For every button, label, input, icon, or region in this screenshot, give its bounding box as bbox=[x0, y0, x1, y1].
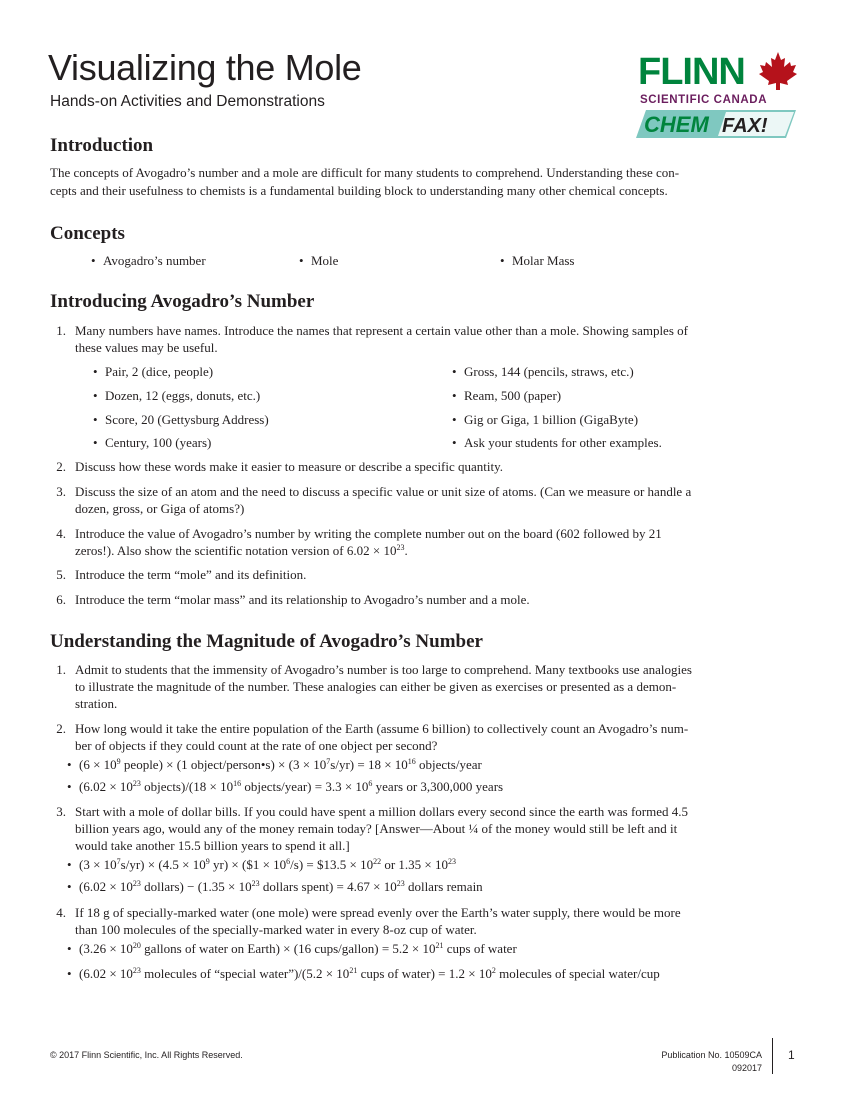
number-name-item: • Dozen, 12 (eggs, donuts, etc.) bbox=[105, 387, 260, 404]
concept-item: • Mole bbox=[311, 252, 338, 269]
magnitude-step-1-line-2: to illustrate the magnitude of the number. These analogies can either be given as exercises or presented as a demon- bbox=[75, 679, 677, 694]
step-number: 3. bbox=[56, 484, 66, 499]
introducing-step-4-line-1: Introduce the value of Avogadro’s number by writing the complete number out on the board (602 followed by 21 bbox=[75, 526, 662, 541]
magnitude-step-2-line-2: ber of objects if they could count at the rate of one object per second? bbox=[75, 738, 438, 753]
number-name-item: • Ask your students for other examples. bbox=[464, 434, 662, 451]
step-number: 5. bbox=[56, 567, 66, 582]
introduction-line-1: The concepts of Avogadro’s number and a mole are difficult for many students to comprehend. Understanding these con- bbox=[50, 165, 680, 180]
maple-leaf-icon bbox=[759, 52, 797, 90]
footer-copyright: © 2017 Flinn Scientific, Inc. All Rights Reserved. bbox=[50, 1050, 243, 1060]
number-name-item: • Score, 20 (Gettysburg Address) bbox=[105, 411, 269, 428]
introducing-step-5: Introduce the term “mole” and its definition. bbox=[75, 567, 307, 582]
introducing-step-3-line-2: dozen, gross, or Giga of atoms?) bbox=[75, 501, 245, 516]
concept-item: • Avogadro’s number bbox=[103, 252, 206, 269]
logo-brand-text: FLINN bbox=[638, 51, 745, 93]
magnitude-step-1-line-3: stration. bbox=[75, 696, 118, 711]
introduction-line-2: cepts and their usefulness to chemists is a fundamental building block to understanding many other chemical concepts. bbox=[50, 183, 668, 198]
number-name-item: • Century, 100 (years) bbox=[105, 434, 211, 451]
equation-line: • $(3 \times 10^7s/yr) \times (4.5 \times 10^9$ yr) × ($1 × $10^6/s$) = $13.5 × $10^{22}$ or $1.35 \times 10^{23}$ bbox=[79, 856, 456, 873]
equation-line: • ($6.02 \times 10^{23}$ dollars) − ($1.35 \times 10^{23}$ dollars spent) = $4.67 \times 10^{23}$ dollars remain bbox=[79, 878, 483, 895]
magnitude-step-4-line-1: If 18 g of specially-marked water (one mole) were spread evenly over the Earth’s water supply, there would be more bbox=[75, 905, 681, 920]
step-number: 4. bbox=[56, 526, 66, 541]
equation-line: • ($3.26 \times 10^{20}$ gallons of water on Earth) × (16 cups/gallon) = $5.2 \times 10^{21}$ cups of water bbox=[79, 940, 517, 957]
introducing-step-3-line-1: Discuss the size of an atom and the need to discuss a specific value or unit size of atoms. (Can we measure or handle a bbox=[75, 484, 692, 499]
equation-line: • ($6 \times 10^9$ people) × (1 object/person•s) × $(3 \times 10^7s/yr) = 18 \times 10^{16}$ objects/year bbox=[79, 756, 482, 773]
number-name-item: • Pair, 2 (dice, people) bbox=[105, 363, 213, 380]
flinn-scientific-canada-logo bbox=[636, 48, 806, 144]
document-subtitle: Hands-on Activities and Demonstrations bbox=[50, 93, 325, 110]
page-number: 1 bbox=[788, 1048, 795, 1062]
step-number: 1. bbox=[56, 323, 66, 338]
footer-publication: Publication No. 10509CA bbox=[661, 1050, 762, 1060]
step-number: 1. bbox=[56, 662, 66, 677]
step-number: 4. bbox=[56, 905, 66, 920]
logo-chem-text: CHEM bbox=[644, 112, 709, 137]
number-name-item: • Gross, 144 (pencils, straws, etc.) bbox=[464, 363, 634, 380]
magnitude-step-3-line-1: Start with a mole of dollar bills. If you could have spent a million dollars every second since the earth was formed 4.5 bbox=[75, 804, 689, 819]
introducing-step-6: Introduce the term “molar mass” and its relationship to Avogadro’s number and a mole. bbox=[75, 592, 530, 607]
magnitude-step-2-line-1: How long would it take the entire population of the Earth (assume 6 billion) to collectively count an Avogadro’s num- bbox=[75, 721, 689, 736]
step-number: 3. bbox=[56, 804, 66, 819]
introducing-step-1-line-1: Many numbers have names. Introduce the names that represent a certain value other than a mole. Showing samples of bbox=[75, 323, 688, 338]
step-number: 2. bbox=[56, 459, 66, 474]
number-name-item: • Gig or Giga, 1 billion (GigaByte) bbox=[464, 411, 638, 428]
magnitude-heading: Understanding the Magnitude of Avogadro’s Number bbox=[50, 631, 483, 652]
introducing-step-2: Discuss how these words make it easier to measure or describe a specific quantity. bbox=[75, 459, 504, 474]
document-title: Visualizing the Mole bbox=[48, 47, 362, 88]
introducing-step-4-line-2: zeros!). Also show the scientific notation version of $6.02 \times 10^{23}$. bbox=[75, 543, 408, 558]
footer-date: 092017 bbox=[731, 1063, 762, 1073]
number-name-item: • Ream, 500 (paper) bbox=[464, 387, 561, 404]
magnitude-step-3-line-2: billion years ago, would any of the money remain today? [Answer—About ¼ of the money would still be left and it bbox=[75, 821, 678, 836]
concepts-heading: Concepts bbox=[50, 223, 125, 244]
footer-divider bbox=[772, 1038, 773, 1074]
magnitude-step-1-line-1: Admit to students that the immensity of Avogadro’s number is too large to comprehend. Many textbooks use analogies bbox=[75, 662, 692, 677]
magnitude-step-3-line-3: would take another 15.5 billion years to spend it all.] bbox=[75, 838, 350, 853]
step-number: 2. bbox=[56, 721, 66, 736]
introducing-step-1-line-2: these values may be useful. bbox=[75, 340, 218, 355]
introduction-heading: Introduction bbox=[50, 135, 154, 156]
magnitude-step-4-line-2: than 100 molecules of the specially-marked water in every 8-oz cup of water. bbox=[75, 922, 477, 937]
concept-item: • Molar Mass bbox=[512, 252, 574, 269]
equation-line: • ($6.02 \times 10^{23}$ objects)/(18 × $10^{16}$ objects/year) = $3.3 \times 10^6$ years or 3,300,000 years bbox=[79, 778, 503, 795]
equation-line: • ($6.02 \times 10^{23}$ molecules of “special water”)/(5.2 × $10^{21}$ cups of water) = $1.2 \times 10^2$ molecules of special water/cup bbox=[79, 965, 660, 982]
logo-tagline-text: SCIENTIFIC CANADA bbox=[640, 94, 768, 106]
logo-fax-text: FAX! bbox=[722, 115, 768, 137]
introducing-heading: Introducing Avogadro’s Number bbox=[50, 291, 315, 312]
step-number: 6. bbox=[56, 592, 66, 607]
